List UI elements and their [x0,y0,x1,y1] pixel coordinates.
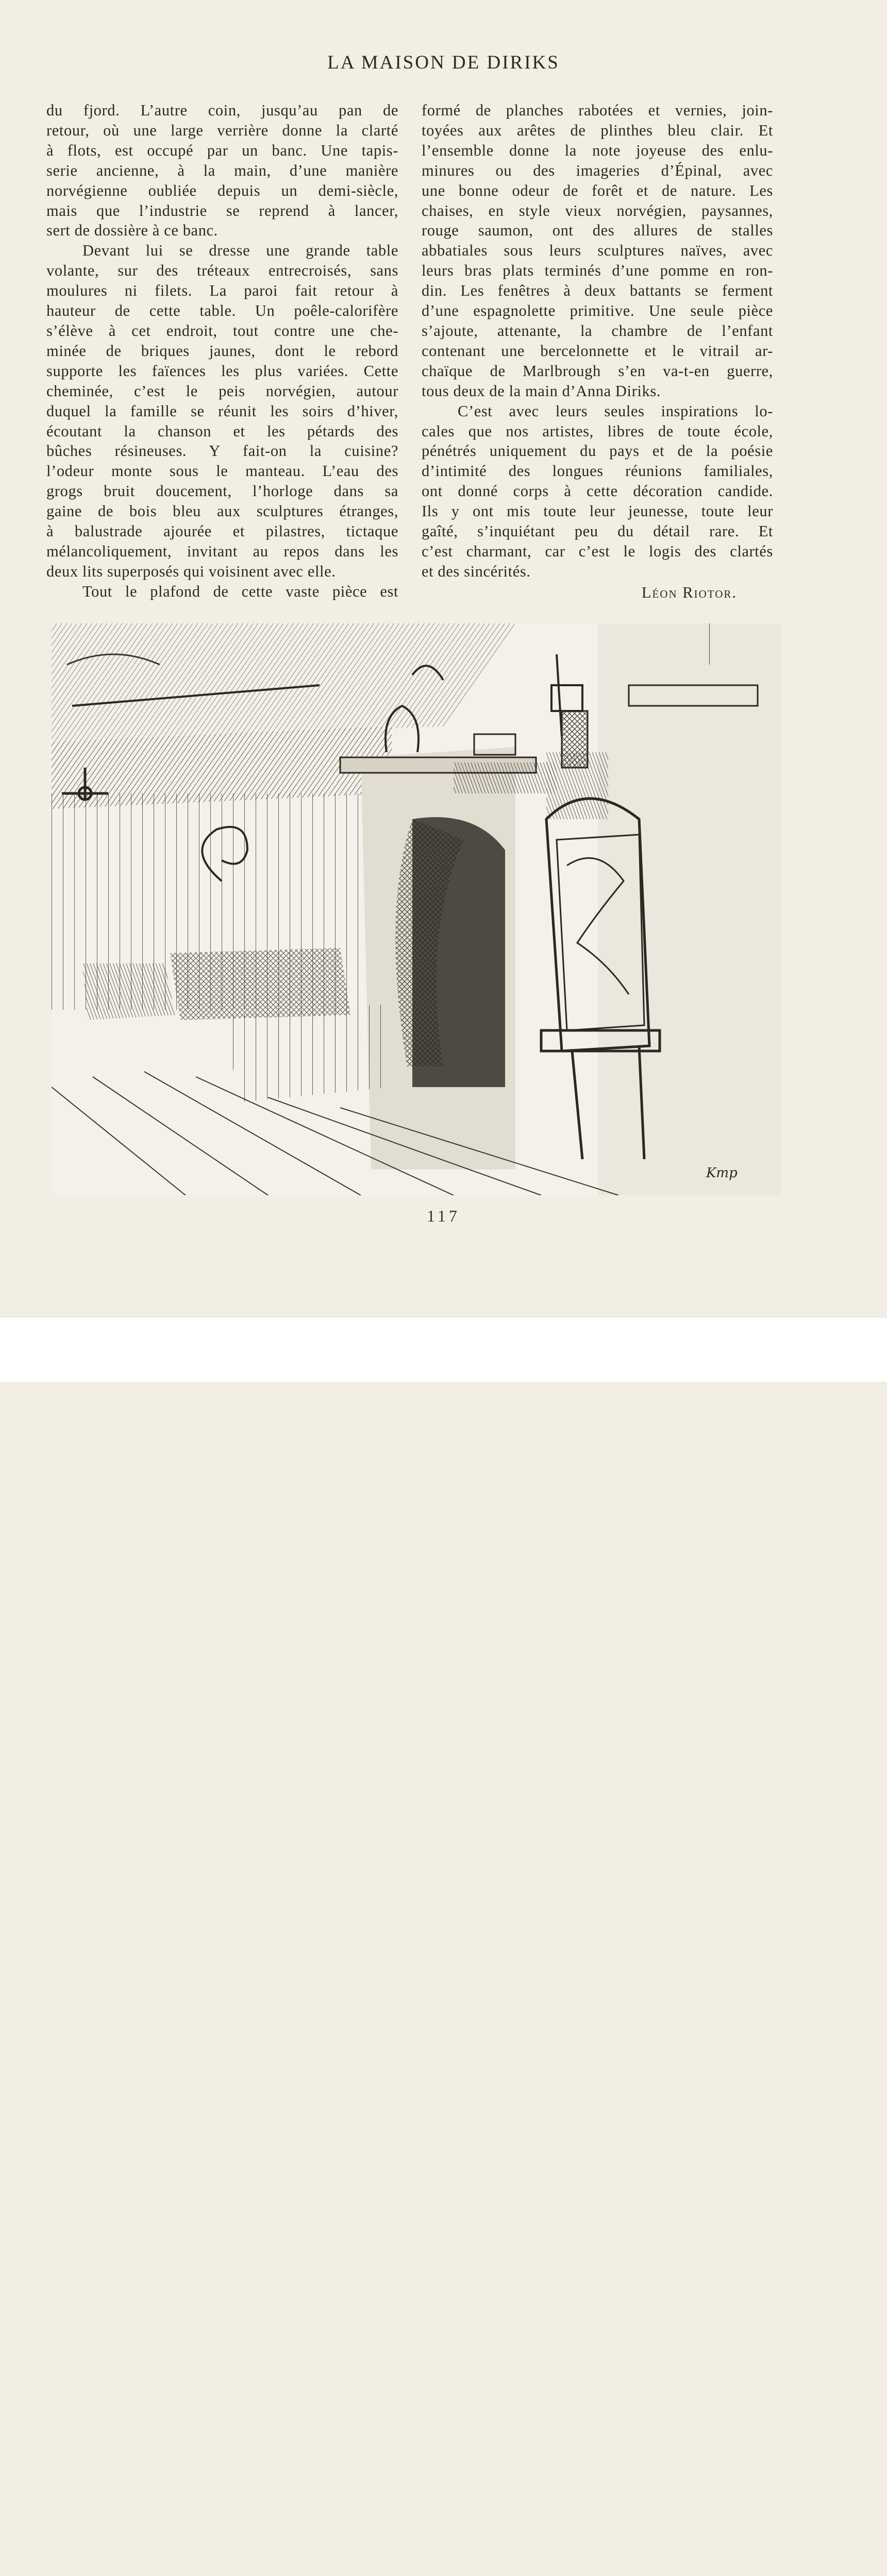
text-line: C’est avec leurs seules inspirations lo- [458,402,773,420]
text-line: moulures ni filets. La paroi fait retour à [46,282,398,300]
text-line: leurs bras plats terminés d’une pomme en ron- [422,262,773,280]
text-line: d’une espagnolette primitive. Une seule pièce [422,302,773,320]
right-paragraph-2 [422,401,773,582]
text-line: rouge saumon, ont des allures de stalles [422,222,773,240]
text-line: formé de planches rabotées et vernies, join- [422,101,773,119]
text-line: sert de dossière à ce banc. [46,222,218,240]
left-paragraph-2 [46,241,398,581]
text-line: à flots, est occupé par un banc. Une tapis- [46,141,398,159]
running-title: LA MAISON DE DIRIKS [327,52,560,73]
text-line: l’odeur monte sous le manteau. L’eau des [46,462,398,480]
text-line: gaîté, s’inquiétant peu du détail rare. Et [422,522,773,540]
right-paragraph-1 [422,100,773,401]
text-line: d’intimité des longues réunions familiales, [422,462,773,480]
text-line: chaïque de Marlbrough s’en va-t-en guerre, [422,362,773,380]
text-line: s’ajoute, attenante, la chambre de l’enfant [422,321,773,340]
page-number: 117 [427,1207,460,1225]
text-line: du fjord. L’autre coin, jusqu’au pan de [46,101,398,119]
text-line: tous deux de la main d’Anna Diriks. [422,382,661,400]
text-line: bûches résineuses. Y fait-on la cuisine? [46,442,398,460]
text-line: pénétrés uniquement du pays et de la poésie [422,442,773,460]
text-line: ont donné corps à cette décoration candide. [422,482,773,500]
text-line: contenant une bercelonnette et le vitrail ar- [422,342,773,360]
left-text-column [46,100,398,602]
text-line: din. Les fenêtres à deux battants se ferment [422,282,773,300]
fireplace-drawing [52,623,781,1195]
text-line: gaine de bois bleu aux sculptures étranges, [46,502,398,520]
text-line: volante, sur des tréteaux entrecroisés, sans [46,262,398,280]
text-line: cales que nos artistes, libres de toute école, [422,422,773,440]
right-text-column [422,100,773,603]
text-line: minures ou des imageries d’Épinal, avec [422,161,773,179]
text-line: duquel la famille se réunit les soirs d’hiver, [46,402,398,420]
text-line: toyées aux arêtes de plinthes bleu clair. Et [422,121,773,139]
text-line: Devant lui se dresse une grande table [82,242,398,260]
text-line: une bonne odeur de forêt et de nature. Les [422,181,773,199]
illustration-signature: Kmp [706,1165,738,1181]
text-line: mélancoliquement, invitant au repos dans les [46,542,398,560]
text-line: Tout le plafond de cette vaste pièce est [82,582,398,600]
author-signature: Léon Riotor. [641,583,737,601]
text-line: écoutant la chanson et les pétards des [46,422,398,440]
text-line: retour, où une large verrière donne la clarté [46,121,398,139]
text-line: à balustrade ajourée et pilastres, tictaque [46,522,398,540]
text-line: Ils y ont mis toute leur jeunesse, toute leur [422,502,773,520]
text-line: et des sincérités. [422,562,531,580]
viewer-footer [0,1317,887,1382]
text-line: c’est charmant, car c’est le logis des clartés [422,542,773,560]
left-paragraph-3 [46,582,398,602]
text-line: chaises, en style vieux norvégien, paysannes, [422,201,773,219]
text-line: l’ensemble donne la note joyeuse des enlu- [422,141,773,159]
text-line: abbatiales sous leurs sculptures naïves, avec [422,242,773,260]
text-line: norvégienne oubliée depuis un demi-siècle, [46,181,398,199]
text-line: serie ancienne, à la main, d’une manière [46,161,398,179]
text-line: mais que l’industrie se reprend à lancer, [46,201,398,219]
interior-illustration [52,623,781,1195]
text-line: cheminée, c’est le peis norvégien, autour [46,382,398,400]
text-line: hauteur de cette table. Un poêle-calorifère [46,302,398,320]
left-paragraph-1 [46,100,398,241]
text-line: supporte les faïences les plus variées. Cette [46,362,398,380]
text-line: grogs bruit doucement, l’horloge dans sa [46,482,398,500]
text-line: minée de briques jaunes, dont le rebord [46,342,398,360]
text-line: deux lits superposés qui voisinent avec elle. [46,562,336,580]
text-line: s’élève à cet endroit, tout contre une che- [46,321,398,340]
